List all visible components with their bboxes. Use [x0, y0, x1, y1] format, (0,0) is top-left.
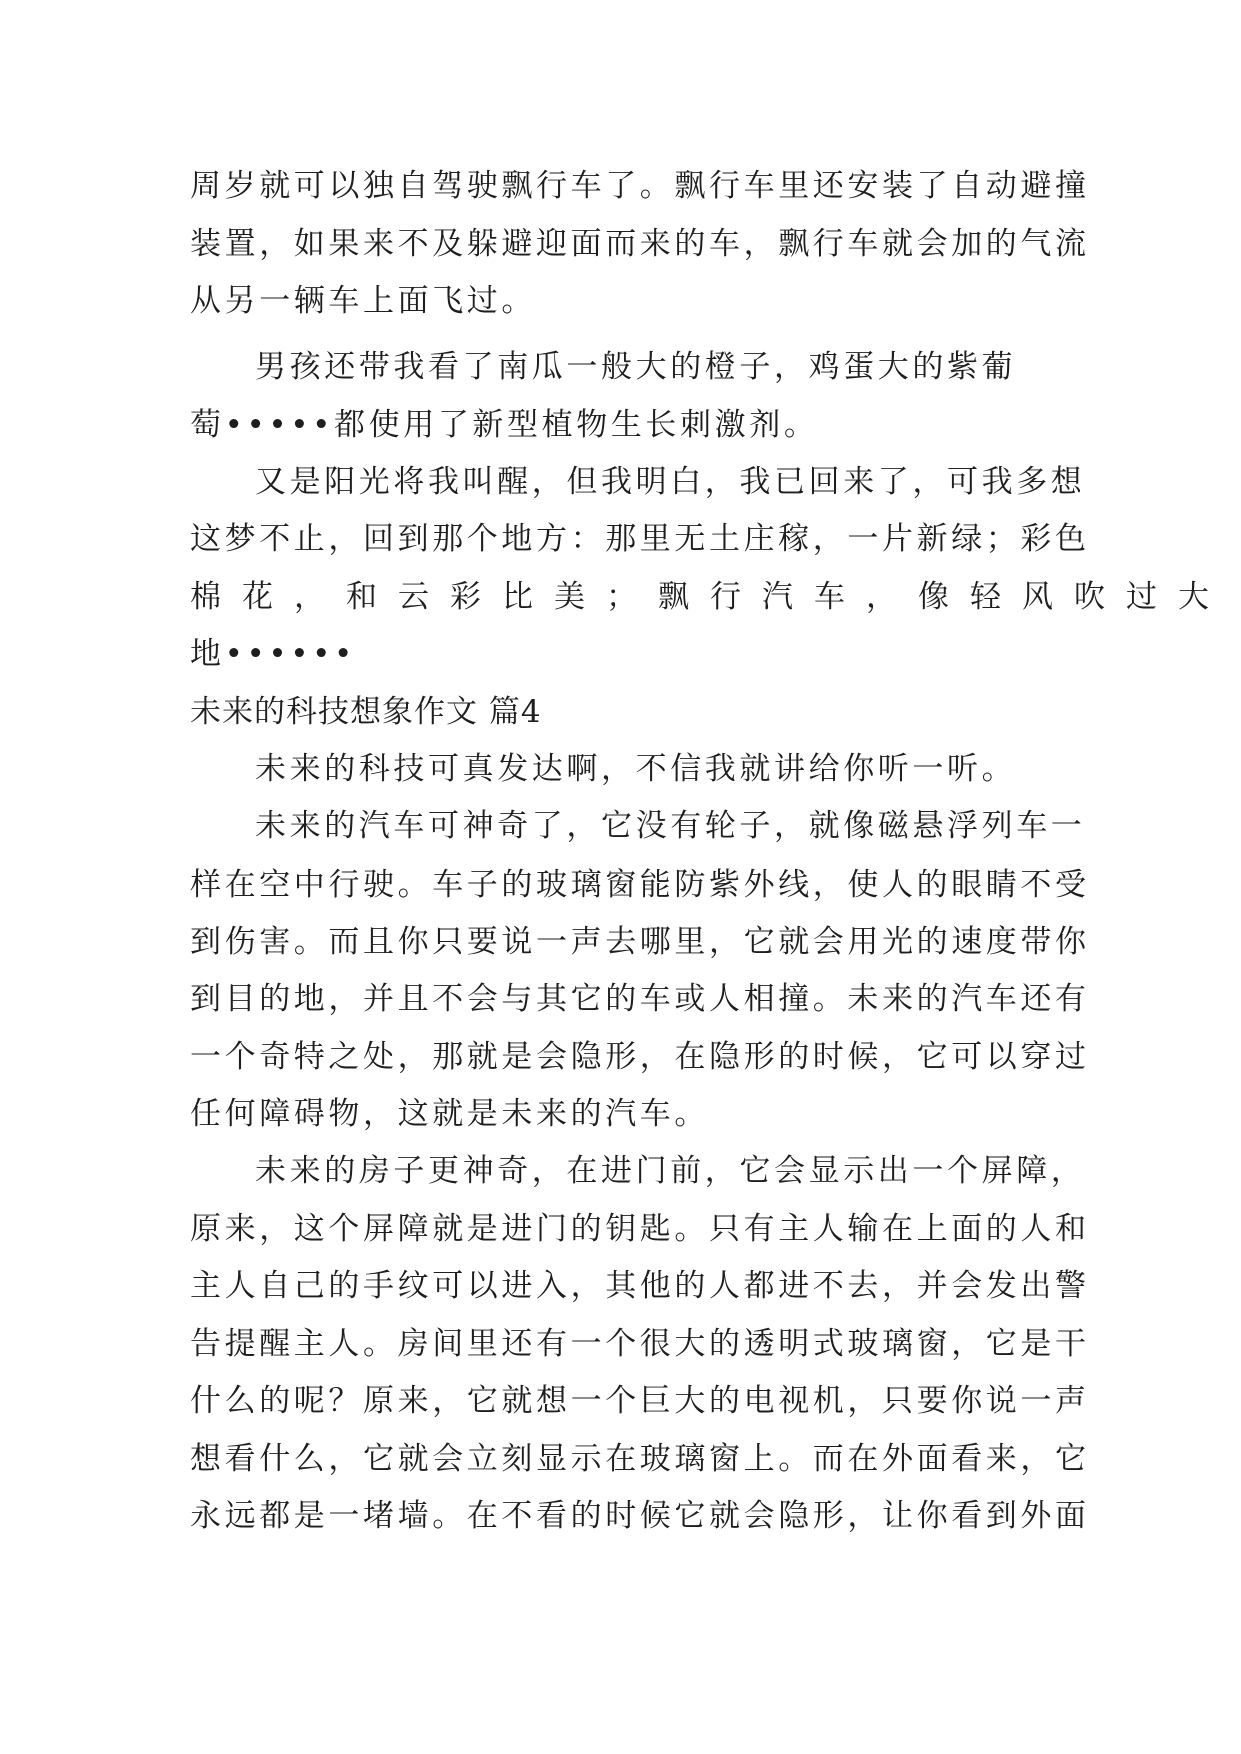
- text-line: 任何障碍物，这就是未来的汽车。: [190, 1096, 709, 1132]
- text-line: 样在空中行驶。车子的玻璃窗能防紫外线，使人的眼睛不受: [190, 867, 1090, 903]
- paragraph-first-line: 男孩还带我看了南瓜一般大的橙子，鸡蛋大的紫葡: [255, 349, 1017, 385]
- text-line: 告提醒主人。房间里还有一个很大的透明式玻璃窗，它是干: [190, 1326, 1090, 1362]
- text-line: 想看什么，它就会立刻显示在玻璃窗上。而在外面看来，它: [190, 1441, 1090, 1477]
- paragraph-first-line: 未来的房子更神奇，在进门前，它会显示出一个屏障，: [255, 1153, 1086, 1189]
- paragraph-first-line: 又是阳光将我叫醒，但我明白，我已回来了，可我多想: [255, 464, 1086, 500]
- section-heading: 未来的科技想象作文 篇4: [190, 694, 542, 730]
- text-line: 原来，这个屏障就是进门的钥匙。只有主人输在上面的人和: [190, 1211, 1090, 1247]
- text-line: 从另一辆车上面飞过。: [190, 283, 536, 319]
- text-line: 到目的地，并且不会与其它的车或人相撞。未来的汽车还有: [190, 981, 1090, 1017]
- text-line: 一个奇特之处，那就是会隐形，在隐形的时候，它可以穿过: [190, 1039, 1090, 1075]
- text-line: 地••••••: [190, 636, 356, 672]
- paragraph-first-line: 未来的汽车可神奇了，它没有轮子，就像磁悬浮列车一: [255, 808, 1086, 844]
- text-line: 萄•••••都使用了新型植物生长刺激剂。: [190, 407, 819, 443]
- text-line: 什么的呢？原来，它就想一个巨大的电视机，只要你说一声: [190, 1383, 1090, 1419]
- text-line: 周岁就可以独自驾驶飘行车了。飘行车里还安装了自动避撞: [190, 168, 1090, 204]
- paragraph-first-line: 未来的科技可真发达啊，不信我就讲给你听一听。: [255, 751, 1017, 787]
- text-line: 主人自己的手纹可以进入，其他的人都进不去，并会发出警: [190, 1268, 1090, 1304]
- text-line: 棉花，和云彩比美；飘行汽车，像轻风吹过大: [190, 579, 1230, 615]
- text-line: 装置，如果来不及躲避迎面而来的车，飘行车就会加的气流: [190, 226, 1090, 262]
- text-line: 永远都是一堵墙。在不看的时候它就会隐形，让你看到外面: [190, 1498, 1090, 1534]
- text-line: 这梦不止，回到那个地方：那里无土庄稼，一片新绿；彩色: [190, 521, 1090, 557]
- text-line: 到伤害。而且你只要说一声去哪里，它就会用光的速度带你: [190, 924, 1090, 960]
